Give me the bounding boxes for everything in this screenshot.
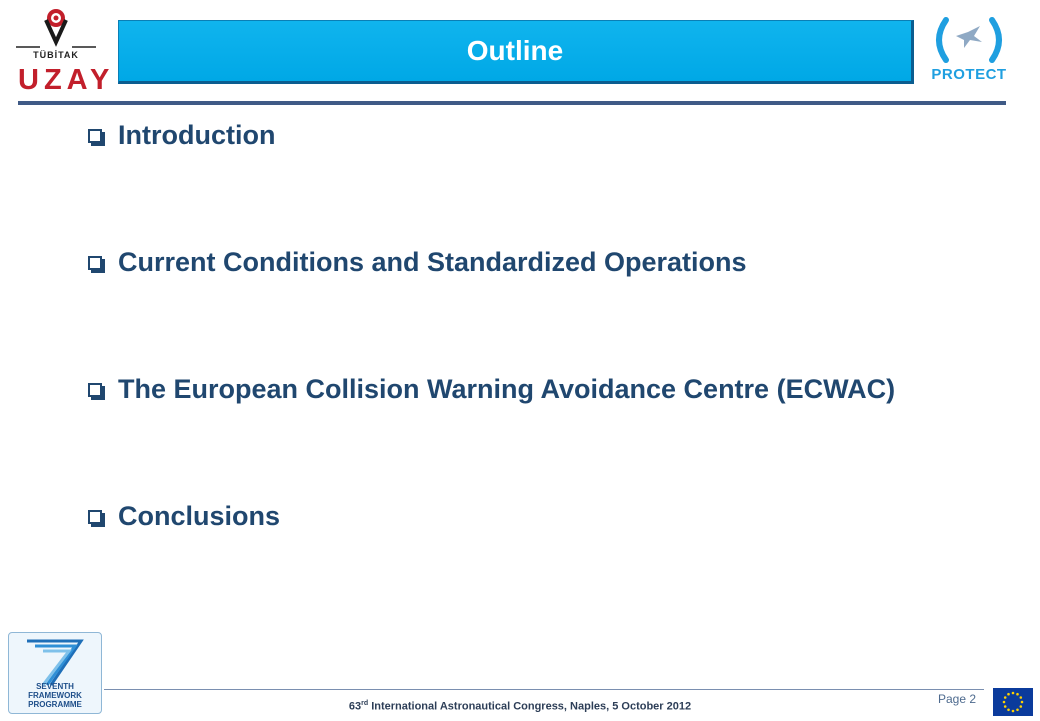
uzay-label: UZAY xyxy=(18,64,115,96)
outline-item-label: The European Collision Warning Avoidance Centre (ECWAC) xyxy=(118,374,896,404)
fp7-caption: SEVENTH FRAMEWORK PROGRAMME xyxy=(28,682,82,709)
page-number: Page 2 xyxy=(938,692,977,706)
outline-item-label: Introduction xyxy=(118,120,276,150)
outline-item-current-conditions xyxy=(88,247,747,278)
tubitak-logo-icon xyxy=(10,4,102,54)
eu-stars-icon xyxy=(993,688,1033,716)
outline-item-introduction xyxy=(88,120,275,151)
outline-item-conclusions xyxy=(88,501,280,532)
outline-item-label: Conclusions xyxy=(118,501,281,531)
checkbox-bullet-icon xyxy=(88,256,102,270)
title-bar xyxy=(118,20,914,84)
protect-label: PROTECT xyxy=(931,66,1007,83)
protect-logo-icon xyxy=(926,14,1012,66)
fp7-seven-icon xyxy=(9,633,101,689)
fp7-logo xyxy=(8,632,102,714)
conference-footer: 63rd International Astronautical Congress, Naples, 5 October 2012 xyxy=(348,700,692,713)
tubitak-uzay-logo xyxy=(10,4,115,98)
page-title: Outline xyxy=(466,35,564,66)
header-divider xyxy=(18,101,1006,105)
checkbox-bullet-icon xyxy=(88,383,102,397)
footer-divider xyxy=(104,689,984,690)
eu-flag-icon xyxy=(993,688,1033,716)
outline-item-label: Current Conditions and Standardized Operations xyxy=(118,247,747,277)
protect-logo xyxy=(926,14,1012,88)
checkbox-bullet-icon xyxy=(88,510,102,524)
outline-item-ecwac xyxy=(88,374,895,405)
tubitak-label: TÜBİTAK xyxy=(33,50,79,60)
checkbox-bullet-icon xyxy=(88,129,102,143)
